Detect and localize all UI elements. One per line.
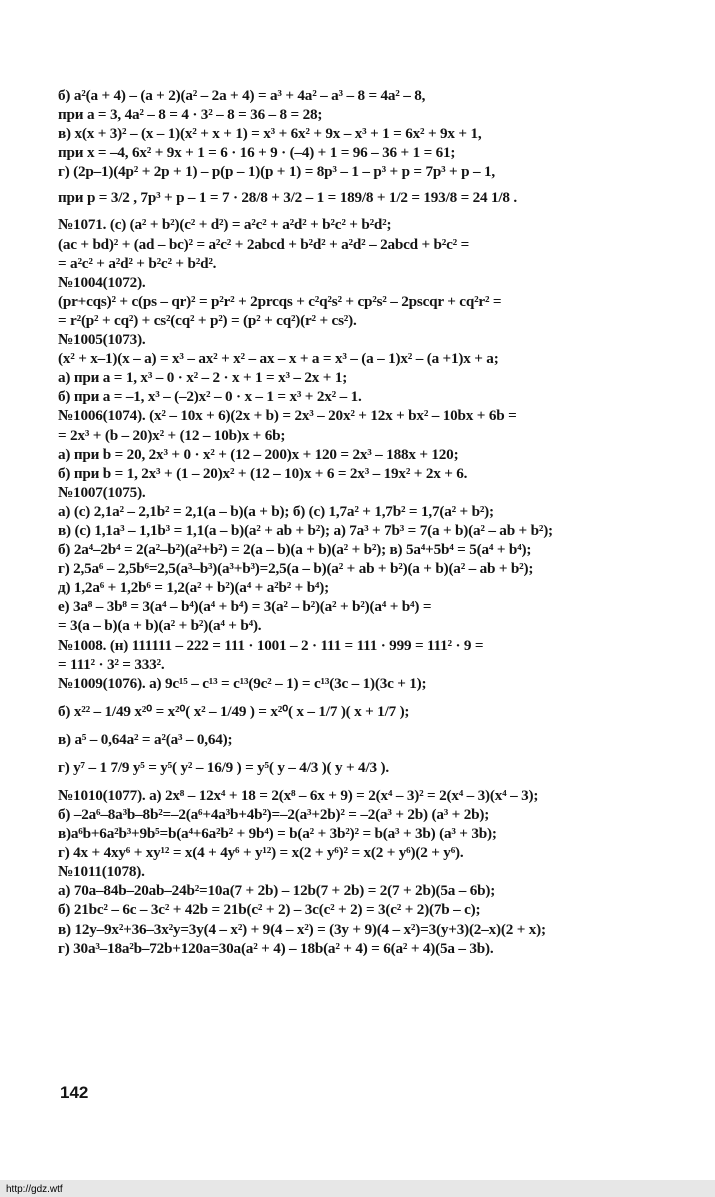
exercise-heading: №1006(1074). (x² – 10x + 6)(2x + b) = 2x³ – 20x² + 12x + bx² – 10bx + 6b = [58, 407, 517, 425]
text-line: б) a²(a + 4) – (a + 2)(a² – 2a + 4) = a³ + 4a² – a³ – 8 = 4a² – 8, [58, 87, 426, 104]
text-line: а) при b = 20, 2x³ + 0 · x² + (12 – 200)x + 120 = 2x³ – 188x + 120; [58, 445, 459, 463]
text-line: е) 3a⁸ – 3b⁸ = 3(a⁴ – b⁴)(a⁴ + b⁴) = 3(a² – b²)(a² + b²)(a⁴ + b⁴) = [58, 598, 432, 616]
footer-bar [0, 1180, 715, 1197]
text-line: г) y⁷ – 1 7/9 y⁵ = y⁵( y² – 16/9 ) = y⁵( y – 4/3 )( y + 4/3 ). [58, 758, 389, 776]
text-line: б) 21bc² – 6c – 3c² + 42b = 21b(c² + 2) – 3c(c² + 2) = 3(c² + 2)(7b – c); [58, 901, 481, 919]
text-line: в) x(x + 3)² – (x – 1)(x² + x + 1) = x³ + 6x² + 9x – x³ + 1 = 6x² + 9x + 1, [58, 125, 482, 143]
text-line: при x = –4, 6x² + 9x + 1 = 6 · 16 + 9 · (–4) + 1 = 96 – 36 + 1 = 61; [58, 144, 456, 162]
exercise-heading: №1005(1073). [58, 331, 146, 349]
text-line: г) 2,5a⁶ – 2,5b⁶=2,5(a³–b³)(a³+b³)=2,5(a – b)(a² + ab + b²)(a + b)(a² – ab + b²); [58, 560, 534, 578]
text-line: при p = 3/2 , 7p³ + p – 1 = 7 · 28/8 + 3/2 – 1 = 189/8 + 1/2 = 193/8 = 24 1/8 . [58, 189, 518, 207]
text-line: в) 12y–9x²+36–3x²y=3y(4 – x²) + 9(4 – x²) = (3y + 9)(4 – x²)=3(y+3)(2–x)(2 + x); [58, 920, 546, 938]
text-line: д) 1,2a⁶ + 1,2b⁶ = 1,2(a² + b²)(a⁴ + a²b² + b⁴); [58, 579, 330, 597]
text-line: б) –2a⁶–8a³b–8b²=–2(a⁶+4a³b+4b²)=–2(a³+2b)² = –2(a³ + 2b) (a³ + 2b); [58, 806, 490, 823]
text-line: г) 30a³–18a²b–72b+120a=30a(a² + 4) – 18b(a² + 4) = 6(a² + 4)(5a – 3b). [58, 939, 494, 957]
exercise-heading: №1011(1078). [58, 863, 145, 881]
exercise-heading: №1010(1077). а) 2x⁸ – 12x⁴ + 18 = 2(x⁸ – 6x + 9) = 2(x⁴ – 3)² = 2(x⁴ – 3)(x⁴ – 3); [58, 786, 539, 804]
text-line: б) 2a⁴–2b⁴ = 2(a²–b²)(a²+b²) = 2(a – b)(a + b)(a² + b²); в) 5a⁴+5b⁴ = 5(a⁴ + b⁴); [58, 541, 532, 559]
text-line: в) (с) 1,1a³ – 1,1b³ = 1,1(a – b)(a² + ab + b²); а) 7a³ + 7b³ = 7(a + b)(a² – ab + b²); [58, 521, 553, 539]
text-line: а) 70a–84b–20ab–24b²=10a(7 + 2b) – 12b(7 + 2b) = 2(7 + 2b)(5a – 6b); [58, 882, 496, 900]
text-line: б) при a = –1, x³ – (–2)x² – 0 · x – 1 = x³ + 2x² – 1. [58, 388, 362, 406]
text-line: а) (с) 2,1a² – 2,1b² = 2,1(a – b)(a + b); б) (с) 1,7a² + 1,7b² = 1,7(a² + b²); [58, 502, 494, 520]
solution-text [58, 86, 678, 958]
text-line: в) a⁵ – 0,64a² = a²(a³ – 0,64); [58, 730, 233, 748]
exercise-heading: №1004(1072). [58, 273, 146, 291]
site-url: http://gdz.wtf [6, 1184, 63, 1195]
text-line: = 3(a – b)(a + b)(a² + b²)(a⁴ + b⁴). [58, 617, 262, 635]
text-line: = r²(p² + cq²) + cs²(cq² + p²) = (p² + cq²)(r² + cs²). [58, 311, 357, 329]
text-line: а) при a = 1, x³ – 0 · x² – 2 · x + 1 = x³ – 2x + 1; [58, 369, 348, 387]
exercise-heading: №1009(1076). а) 9c¹⁵ – c¹³ = c¹³(9c² – 1) = c¹³(3c – 1)(3c + 1); [58, 674, 427, 692]
page-number: 142 [60, 1083, 89, 1102]
text-line: б) x²² – 1/49 x²⁰ = x²⁰( x² – 1/49 ) = x²⁰( x – 1/7 )( x + 1/7 ); [58, 702, 410, 720]
exercise-heading: №1007(1075). [58, 483, 146, 501]
text-line: = 111² · 3² = 333². [58, 655, 165, 673]
text-line: в)a⁶b+6a²b³+9b⁵=b(a⁴+6a²b² + 9b⁴) = b(a² + 3b²)² = b(a³ + 3b) (a³ + 3b); [58, 825, 497, 843]
text-line: (x² + x–1)(x – a) = x³ – ax² + x² – ax – x + a = x³ – (a – 1)x² – (a +1)x + a; [58, 350, 499, 368]
text-line: (ac + bd)² + (ad – bc)² = a²c² + 2abcd + b²d² + a²d² – 2abcd + b²c² = [58, 235, 470, 253]
text-line: (pr+cqs)² + c(ps – qr)² = p²r² + 2prcqs + c²q²s² + cp²s² – 2pscqr + cq²r² = [58, 292, 502, 310]
text-line: = a²c² + a²d² + b²c² + b²d². [58, 254, 217, 272]
exercise-heading: №1008. (н) 111111 – 222 = 111 · 1001 – 2 · 111 = 111 · 999 = 111² · 9 = [58, 636, 484, 654]
exercise-heading: №1071. (с) (a² + b²)(c² + d²) = a²c² + a²d² + b²c² + b²d²; [58, 216, 392, 234]
text-line: = 2x³ + (b – 20)x² + (12 – 10b)x + 6b; [58, 426, 286, 444]
text-line: г) 4x + 4xy⁶ + xy¹² = x(4 + 4y⁶ + y¹²) = x(2 + y⁶)² = x(2 + y⁶)(2 + y⁶). [58, 844, 464, 862]
text-line: б) при b = 1, 2x³ + (1 – 20)x² + (12 – 10)x + 6 = 2x³ – 19x² + 2x + 6. [58, 464, 468, 482]
text-line: при a = 3, 4a² – 8 = 4 · 3² – 8 = 36 – 8 = 28; [58, 106, 323, 124]
text-line: г) (2p–1)(4p² + 2p + 1) – p(p – 1)(p + 1) = 8p³ – 1 – p³ + p = 7p³ + p – 1, [58, 163, 495, 181]
